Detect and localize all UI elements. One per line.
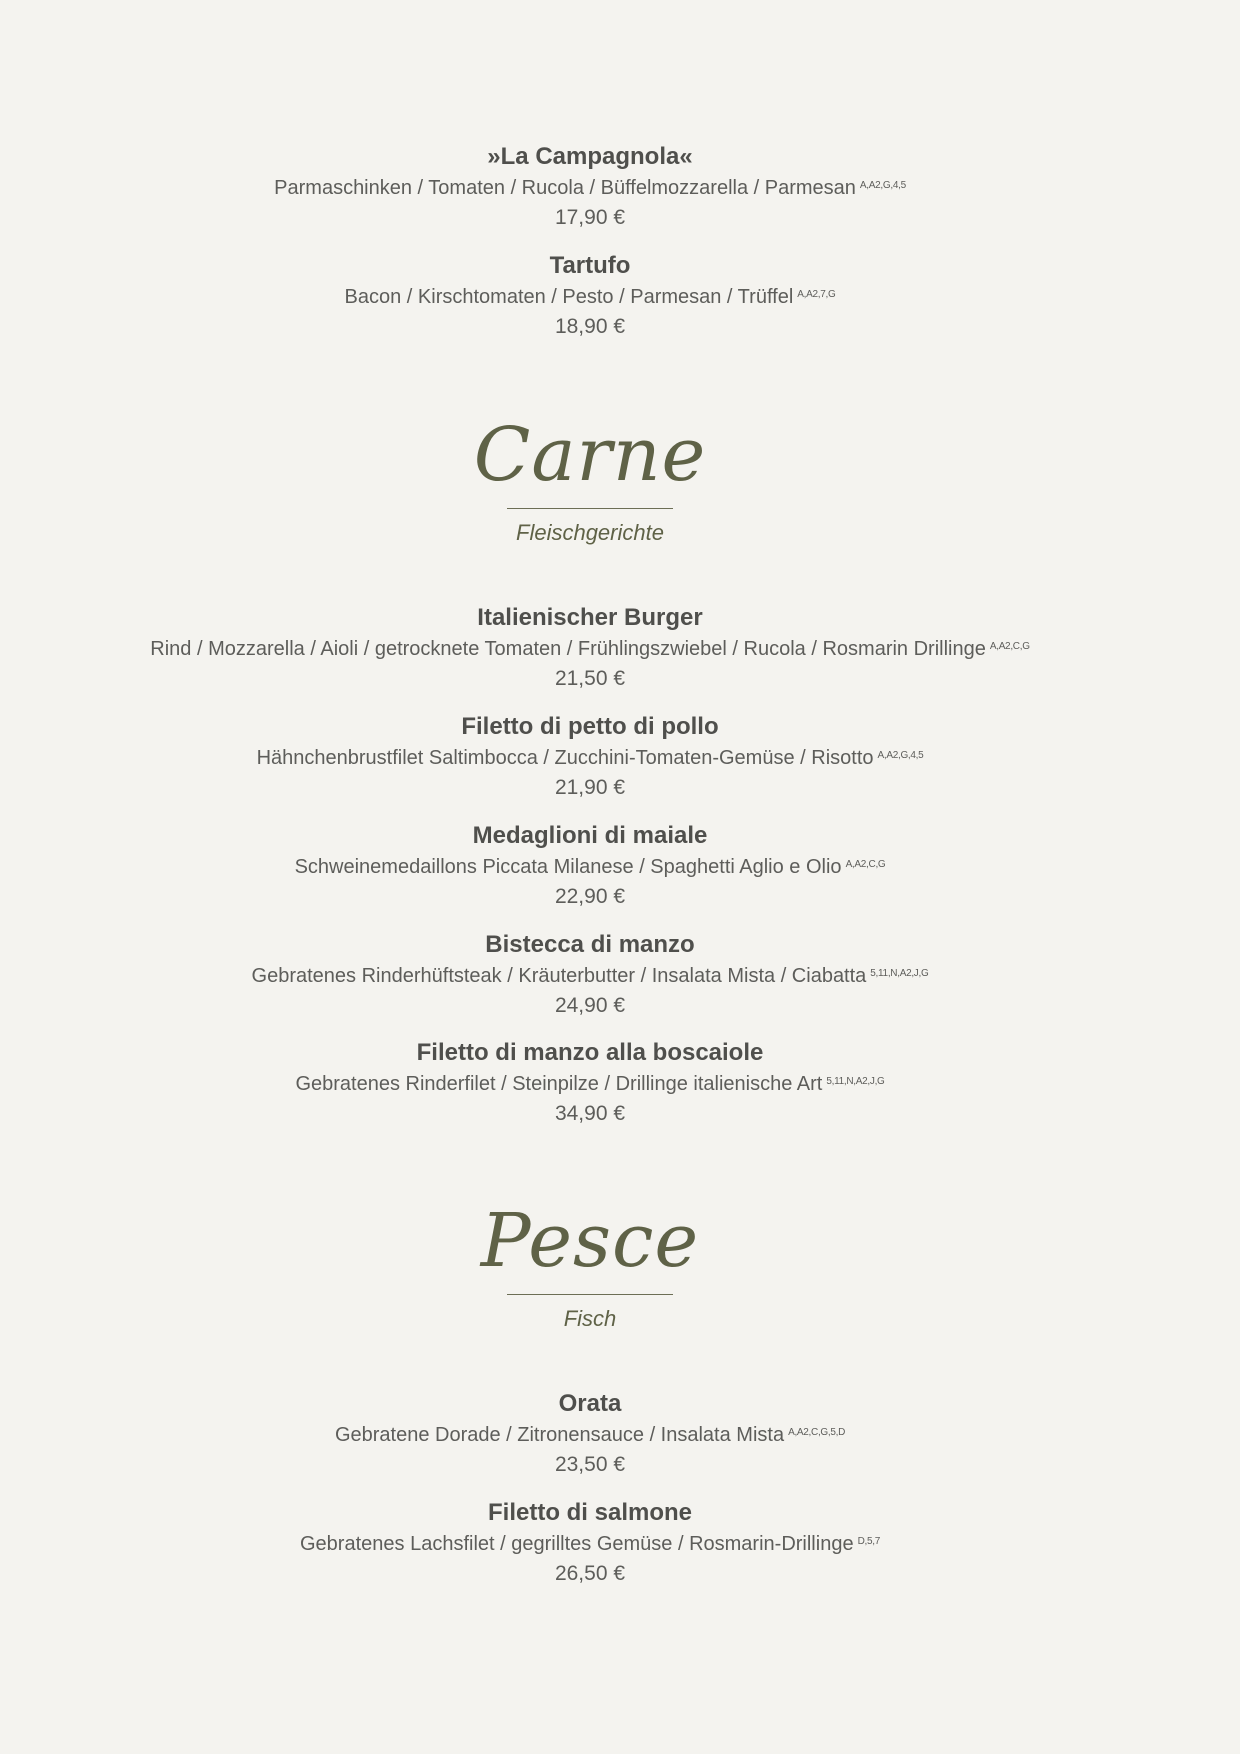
- dish-price: 21,90 €: [554, 776, 626, 799]
- dish-name: Italienischer Burger: [477, 604, 703, 631]
- allergen-codes: A,A2,G,4,5: [859, 180, 906, 191]
- allergen-codes: D,5,7: [857, 1536, 880, 1547]
- dish-price: 22,90 €: [554, 885, 626, 908]
- allergen-codes: A,A2,C,G: [845, 859, 886, 870]
- dish-price: 23,50 €: [554, 1453, 626, 1476]
- allergen-codes: A,A2,C,G: [989, 641, 1030, 652]
- menu-item: [0, 1038, 1180, 1129]
- dish-name: Orata: [558, 1390, 622, 1417]
- dish-description: [0, 632, 1180, 664]
- section-title: Carne: [473, 412, 707, 498]
- dish-ingredients: Hähnchenbrustfilet Saltimbocca / Zucchini-Tomaten-Gemüse / Risotto: [256, 747, 874, 769]
- section-subtitle: Fisch: [563, 1306, 617, 1331]
- allergen-codes: 5,11,N,A2,J,G: [870, 968, 929, 979]
- dish-name: Filetto di manzo alla boscaiole: [416, 1039, 764, 1066]
- menu-item: [0, 603, 1180, 694]
- allergen-codes: A,A2,C,G,5,D: [788, 1427, 846, 1438]
- section-subtitle: Fleischgerichte: [516, 520, 664, 545]
- section-header-carne: [0, 410, 1180, 547]
- dish-ingredients: Parmaschinken / Tomaten / Rucola / Büffelmozzarella / Parmesan: [274, 177, 856, 199]
- dish-description: [0, 1067, 1180, 1099]
- dish-price: 18,90 €: [554, 315, 626, 338]
- menu-item: [0, 1498, 1180, 1589]
- dish-ingredients: Schweinemedaillons Piccata Milanese / Spaghetti Aglio e Olio: [294, 856, 842, 878]
- section-divider: [507, 1294, 673, 1295]
- dish-description: [0, 280, 1180, 312]
- dish-ingredients: Bacon / Kirschtomaten / Pesto / Parmesan / Trüffel: [344, 286, 794, 308]
- dish-description: [0, 171, 1180, 203]
- allergen-codes: A,A2,7,G: [797, 289, 836, 300]
- allergen-codes: 5,11,N,A2,J,G: [826, 1076, 885, 1087]
- dish-description: [0, 959, 1180, 991]
- section-divider: [507, 508, 673, 509]
- dish-description: [0, 1418, 1180, 1450]
- menu-item: [0, 821, 1180, 912]
- dish-description: [0, 850, 1180, 882]
- dish-price: 26,50 €: [554, 1562, 626, 1585]
- dish-description: [0, 741, 1180, 773]
- menu-item: [0, 930, 1180, 1021]
- dish-ingredients: Rind / Mozzarella / Aioli / getrocknete Tomaten / Frühlingszwiebel / Rucola / Rosmarin Drillinge: [150, 638, 986, 660]
- dish-name: Tartufo: [549, 252, 631, 279]
- dish-ingredients: Gebratenes Rinderhüftsteak / Kräuterbutter / Insalata Mista / Ciabatta: [251, 965, 867, 987]
- dish-ingredients: Gebratene Dorade / Zitronensauce / Insalata Mista: [334, 1424, 785, 1446]
- allergen-codes: A,A2,G,4,5: [877, 750, 924, 761]
- menu-item: [0, 712, 1180, 803]
- dish-name: »La Campagnola«: [487, 143, 693, 170]
- dish-description: [0, 1527, 1180, 1559]
- dish-ingredients: Gebratenes Lachsfilet / gegrilltes Gemüse / Rosmarin-Drillinge: [300, 1533, 854, 1555]
- dish-name: Filetto di petto di pollo: [461, 713, 719, 740]
- dish-name: Filetto di salmone: [487, 1499, 693, 1526]
- dish-name: Medaglioni di maiale: [472, 822, 708, 849]
- dish-ingredients: Gebratenes Rinderfilet / Steinpilze / Drillinge italienische Art: [295, 1073, 823, 1095]
- dish-price: 34,90 €: [554, 1102, 626, 1125]
- dish-price: 21,50 €: [554, 667, 626, 690]
- dish-price: 24,90 €: [554, 994, 626, 1017]
- menu-item: [0, 251, 1180, 342]
- dish-name: Bistecca di manzo: [485, 931, 695, 958]
- menu-item: [0, 1389, 1180, 1480]
- section-header-pesce: [0, 1196, 1180, 1333]
- menu-item: [0, 142, 1180, 233]
- section-title: Pesce: [480, 1198, 700, 1284]
- dish-price: 17,90 €: [554, 206, 626, 229]
